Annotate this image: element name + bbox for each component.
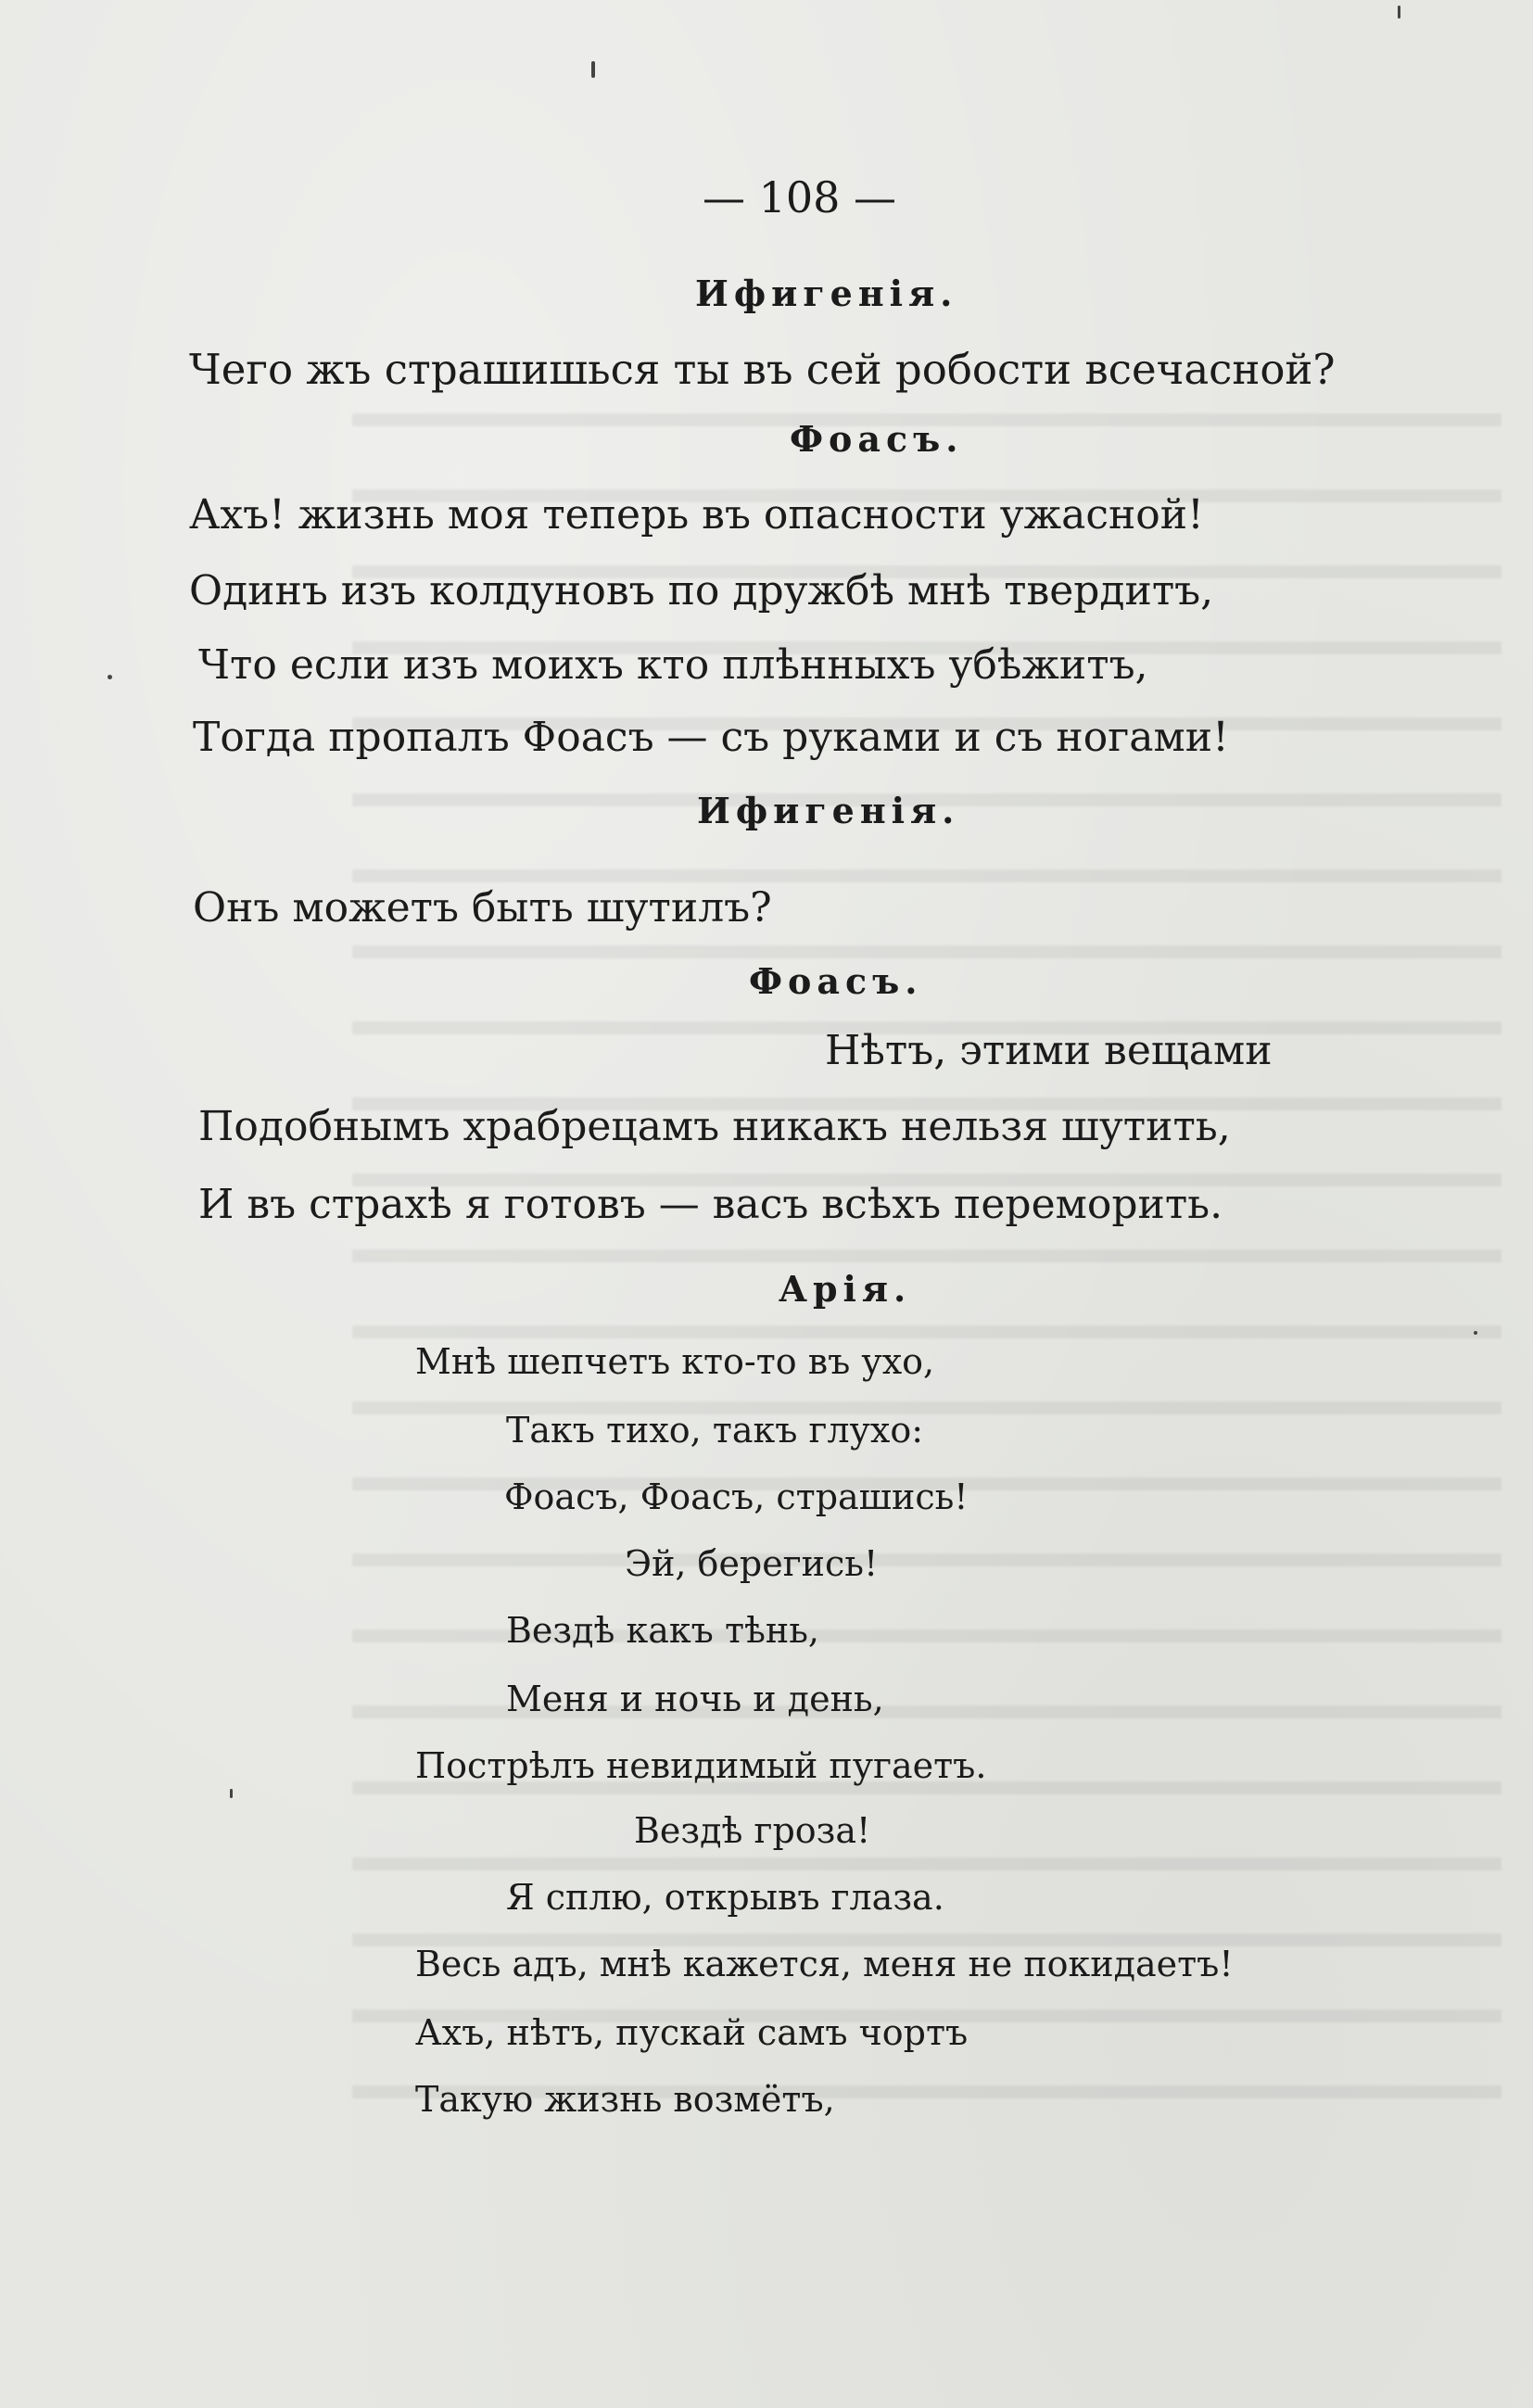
verse-line: Что если изъ моихъ кто плѣнныхъ убѣжитъ, [198, 641, 1148, 689]
ink-speck [108, 675, 112, 679]
ink-speck [1398, 6, 1400, 19]
verse-line: И въ страхѣ я готовъ — васъ всѣхъ переморить. [198, 1181, 1223, 1228]
aria-line: Весь адъ, мнѣ кажется, меня не покидаетъ! [415, 1944, 1234, 1984]
aria-line: Такъ тихо, такъ глухо: [506, 1410, 924, 1451]
bleed-through-text [352, 371, 1501, 2132]
aria-line: Фоасъ, Фоасъ, страшись! [504, 1476, 969, 1517]
aria-line: Эй, берегись! [625, 1543, 879, 1584]
ink-speck [230, 1789, 233, 1798]
verse-line: Подобнымъ храбрецамъ никакъ нельзя шутить, [198, 1103, 1231, 1150]
ink-speck [1474, 1331, 1477, 1335]
ink-speck [591, 61, 595, 78]
page-number: — 108 — [703, 172, 897, 222]
verse-line: Онъ можетъ быть шутилъ? [193, 884, 772, 932]
aria-line: Такую жизнь возмётъ, [415, 2079, 835, 2120]
aria-line: Я сплю, открывъ глаза. [506, 1877, 944, 1918]
aria-line: Ахъ, нѣтъ, пускай самъ чортъ [415, 2012, 969, 2053]
section-heading: Арія. [779, 1268, 912, 1310]
verse-line: Чего жъ страшишься ты въ сей робости всечасной? [189, 345, 1336, 394]
speaker-heading: Ифигенія. [695, 272, 958, 314]
aria-line: Пострѣлъ невидимый пугаетъ. [415, 1745, 987, 1786]
aria-line: Мнѣ шепчетъ кто-то въ ухо, [415, 1341, 935, 1382]
speaker-heading: Ифигенія. [697, 790, 960, 831]
verse-line: Одинъ изъ колдуновъ по дружбѣ мнѣ твердитъ, [189, 567, 1214, 615]
aria-line: Вездѣ гроза! [634, 1810, 871, 1851]
speaker-heading: Фоасъ. [790, 418, 964, 460]
verse-line: Ахъ! жизнь моя теперь въ опасности ужасной! [189, 491, 1204, 539]
aria-line: Вездѣ какъ тѣнь, [506, 1610, 819, 1651]
verse-line: Нѣтъ, этими вещами [825, 1027, 1273, 1074]
verse-line: Тогда пропалъ Фоасъ — съ руками и съ ногами! [193, 714, 1229, 761]
speaker-heading: Фоасъ. [749, 960, 923, 1002]
aria-line: Меня и ночь и день, [506, 1679, 884, 1719]
